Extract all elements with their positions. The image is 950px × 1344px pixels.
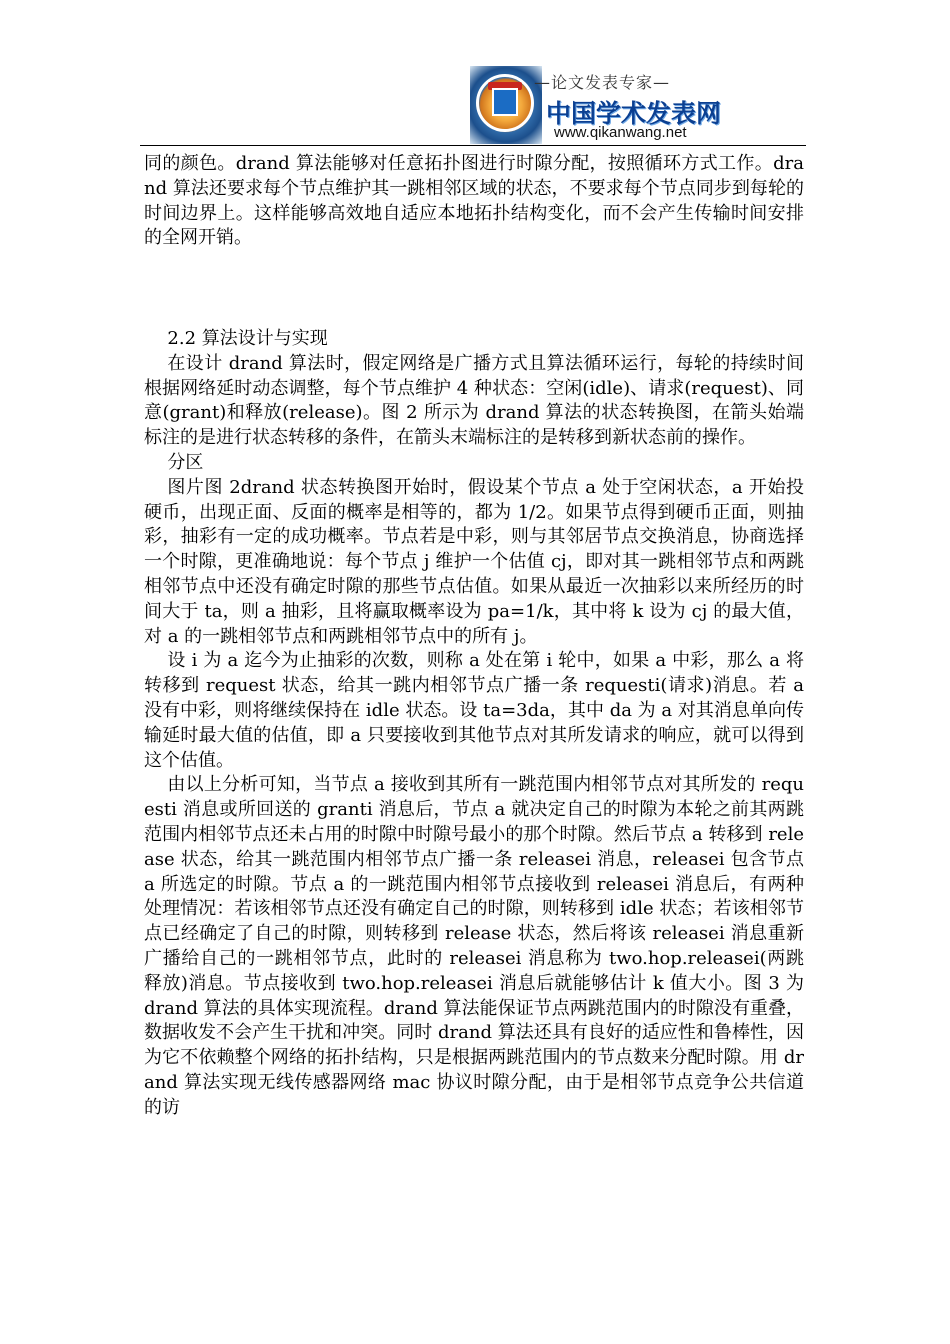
section-heading: 2.2 算法设计与实现 <box>167 328 328 349</box>
section-block <box>144 327 804 1121</box>
banner-tagline: —论文发表专家— <box>534 73 671 92</box>
paragraph-1: 在设计 drand 算法时，假定网络是广播方式且算法循环运行，每轮的持续时间根据网络延时动态调整，每个节点维护 4 种状态：空闲(idle)、请求(request)、同意(grant)和释放(release)。图 2 所示为 drand 算法的状态转换图，在箭头始端标注的是进行状态转移的条件，在箭头末端标注的是转移到新状态前的操作。 <box>144 352 804 449</box>
paragraph-4: 由以上分析可知，当节点 a 接收到其所有一跳范围内相邻节点对其所发的 requesti 消息或所回送的 granti 消息后，节点 a 就决定自己的时隙为本轮之前其两跳范围内相邻节点还未占用的时隙中时隙号最小的那个时隙。然后节点 a 转移到 release 状态，给其一跳范围内相邻节点广播一条 releasei 消息，releasei 包含节点 a 所选定的时隙。节点 a 的一跳范围内相邻节点接收到 releasei 消息后，有两种处理情况：若该相邻节点还没有确定自己的时隙，则转移到 idle 状态；若该相邻节点已经确定了自己的时隙，则转移到 release 状态，然后将该 releasei 消息重新广播给自己的一跳相邻节点，此时的 releasei 消息称为 two.hop.releasei(两跳释放)消息。节点接收到 two.hop.releasei 消息后就能够估计 k 值大小。图 3 为 drand 算法的具体实现流程。drand 算法能保证节点两跳范围内的时隙没有重叠，数据收发不会产生干扰和冲突。同时 drand 算法还具有良好的适应性和鲁棒性，因为它不依赖整个网络的拓扑结构，只是根据两跳范围内的节点数来分配时隙。用 drand 算法实现无线传感器网络 mac 协议时隙分配，由于是相邻节点竞争公共信道的访 <box>144 774 804 1118</box>
header-divider <box>140 145 806 146</box>
site-emblem-icon <box>470 66 542 144</box>
banner-site-name: 中国学术发表网 <box>546 99 722 128</box>
intro-block <box>144 152 804 251</box>
paragraph-2: 图片图 2drand 状态转换图开始时，假设某个节点 a 处于空闲状态，a 开始投硬币，出现正面、反面的概率是相等的，都为 1/2。如果节点得到硬币正面，则抽彩，抽彩有一定的成功概率。节点若是中彩，则与其邻居节点交换消息，协商选择一个时隙，更准确地说：每个节点 j 维护一个估值 cj，即对其一跳相邻节点和两跳相邻节点中还没有确定时隙的那些节点估值。如果从最近一次抽彩以来所经历的时间大于 ta，则 a 抽彩，且将赢取概率设为 pa=1/k，其中将 k 设为 cj 的最大值，对 a 的一跳相邻节点和两跳相邻节点中的所有 j。 <box>144 476 804 647</box>
paragraph-3: 设 i 为 a 迄今为止抽彩的次数，则称 a 处在第 i 轮中，如果 a 中彩，那么 a 将转移到 request 状态，给其一跳内相邻节点广播一条 requesti(请求)消息。若 a 没有中彩，则将继续保持在 idle 状态。设 ta=3da，其中 da 为 a 对其消息单向传输延时最大值的估值，即 a 只要接收到其他节点对其所发请求的响应，就可以得到这个估值。 <box>144 650 804 771</box>
subheading-partition: 分区 <box>167 451 204 473</box>
banner-site-url: www.qikanwang.net <box>554 124 687 141</box>
intro-paragraph: 同的颜色。drand 算法能够对任意拓扑图进行时隙分配，按照循环方式工作。drand 算法还要求每个节点维护其一跳相邻区域的状态，不要求每个节点同步到每轮的时间边界上。这样能够高效地自适应本地拓扑结构变化，而不会产生传输时间安排的全网开销。 <box>144 153 804 249</box>
header-banner <box>470 66 722 144</box>
